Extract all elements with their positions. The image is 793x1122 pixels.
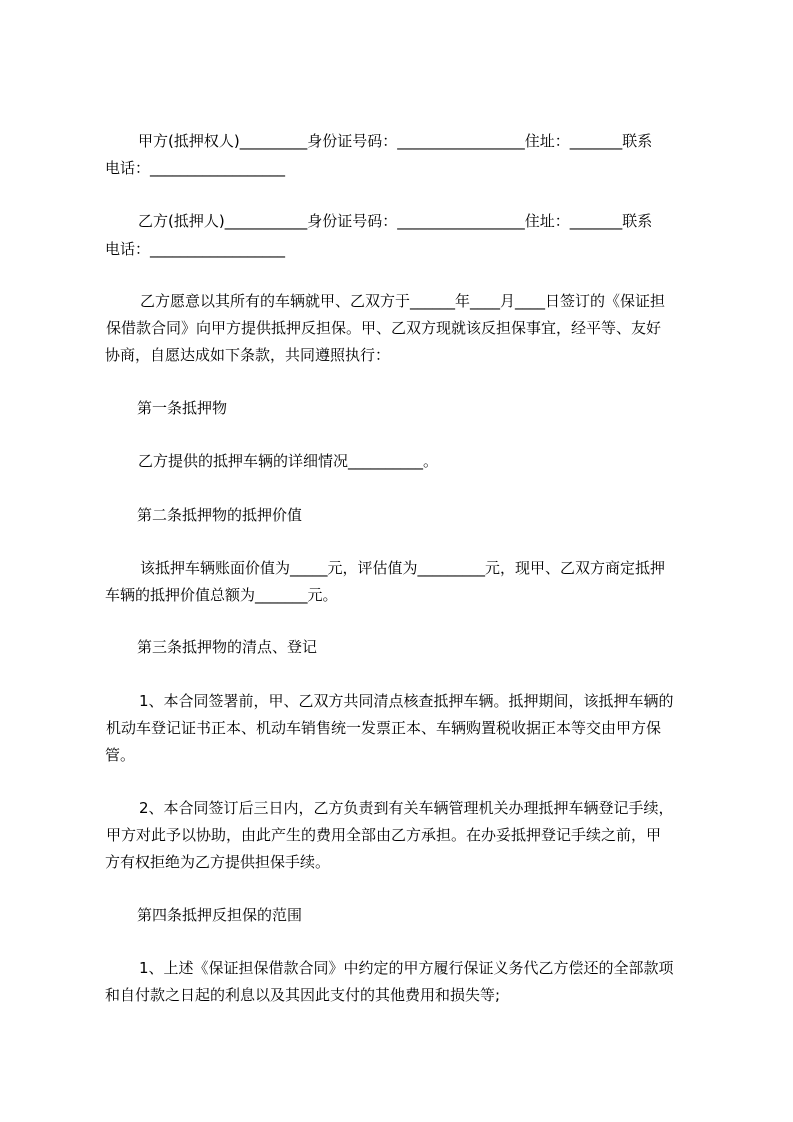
- intro-line-1: 乙方愿意以其所有的车辆就甲、乙双方于______年____月____日签订的《保证担: [140, 292, 666, 310]
- party-b-line-1: 乙方(抵押人)___________身份证号码：_________________住址：_______联系: [138, 212, 653, 230]
- party-a-line-2: 电话：__________________: [105, 159, 286, 177]
- article-4-item-1-line-1: 1、上述《保证担保借款合同》中约定的甲方履行保证义务代乙方偿还的全部款项: [139, 959, 674, 977]
- intro-line-3: 协商，自愿达成如下条款，共同遵照执行：: [105, 346, 391, 364]
- party-a-line-1: 甲方(抵押权人)_________身份证号码：_________________住址：_______联系: [138, 132, 653, 150]
- intro-line-2: 保借款合同》向甲方提供抵押反担保。甲、乙双方现就该反担保事宜，经平等、友好: [106, 319, 662, 337]
- article-3-item-1-line-3: 管。: [105, 746, 136, 764]
- article-3-heading: 第三条抵押物的清点、登记: [137, 638, 318, 656]
- article-4-heading: 第四条抵押反担保的范围: [137, 906, 303, 924]
- article-3-item-2-line-2: 甲方对此予以协助，由此产生的费用全部由乙方承担。在办妥抵押登记手续之前，甲: [106, 826, 662, 844]
- article-1-heading: 第一条抵押物: [137, 399, 228, 417]
- article-3-item-2-line-3: 方有权拒绝为乙方提供担保手续。: [105, 853, 331, 871]
- article-2-heading: 第二条抵押物的抵押价值: [137, 506, 303, 524]
- article-3-item-1-line-2: 机动车登记证书正本、机动车销售统一发票正本、车辆购置税收据正本等交由甲方保: [106, 719, 662, 737]
- article-3-item-2-line-1: 2、本合同签订后三日内，乙方负责到有关车辆管理机关办理抵押车辆登记手续，: [139, 799, 674, 817]
- article-1-body: 乙方提供的抵押车辆的详细情况__________。: [138, 452, 439, 470]
- article-4-item-1-line-2: 和自付款之日起的利息以及其因此支付的其他费用和损失等;: [105, 986, 501, 1004]
- article-2-line-2: 车辆的抵押价值总额为_______元。: [105, 586, 338, 604]
- article-3-item-1-line-1: 1、本合同签署前，甲、乙双方共同清点核查抵押车辆。抵押期间，该抵押车辆的: [139, 692, 674, 710]
- party-b-line-2: 电话：__________________: [105, 240, 286, 258]
- article-2-line-1: 该抵押车辆账面价值为_____元，评估值为_________元，现甲、乙双方商定抵押: [140, 559, 666, 577]
